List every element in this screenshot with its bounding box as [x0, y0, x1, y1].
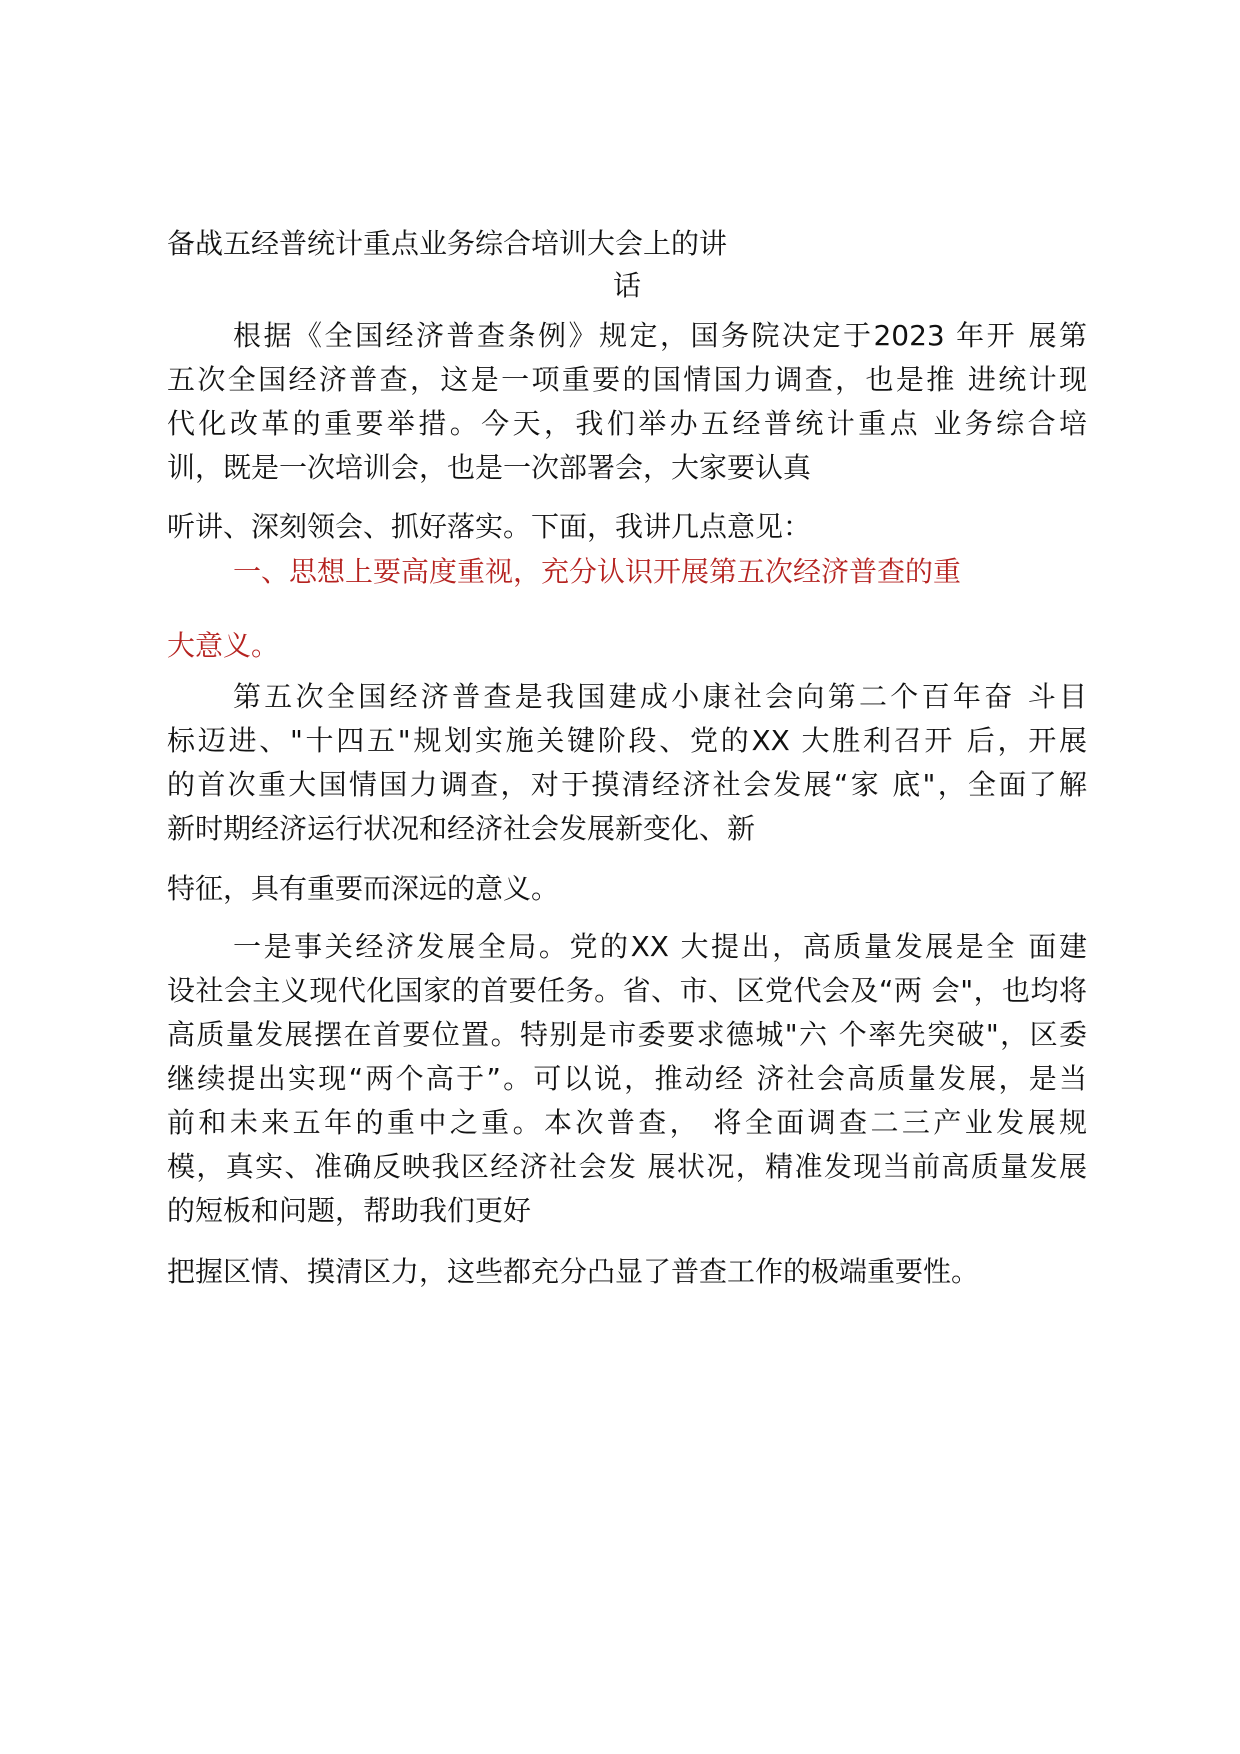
- paragraph-1-line-4: 训，既是一次培训会，也是一次部署会，大家要认真: [167, 451, 812, 484]
- paragraph-3-line-1: 一是事关经济发展全局。党的XX 大提出，高质量发展是全 面建: [233, 930, 1087, 963]
- paragraph-3-line-6: 模，真实、准确反映我区经济社会发 展状况，精准发现当前高质量发展: [167, 1150, 1087, 1183]
- section-heading-line-2: 大意义。: [167, 629, 280, 662]
- paragraph-2-line-4: 新时期经济运行状况和经济社会发展新变化、新: [167, 812, 756, 845]
- paragraph-1-line-5: 听讲、深刻领会、抓好落实。下面，我讲几点意见：: [167, 510, 812, 543]
- paragraph-3-line-2: 设社会主义现代化国家的首要任务。省、市、区党代会及“两 会"，也均将: [167, 974, 1087, 1007]
- paragraph-1-line-1: 根据《全国经济普查条例》规定，国务院决定于2023 年开 展第: [233, 319, 1087, 352]
- paragraph-3-line-4: 继续提出实现“两个高于”。可以说，推动经 济社会高质量发展，是当: [167, 1062, 1087, 1095]
- paragraph-2-line-3: 的首次重大国情国力调查，对于摸清经济社会发展“家 底"，全面了解: [167, 768, 1087, 801]
- document-title-line-2: 话: [612, 269, 641, 302]
- paragraph-1-line-2: 五次全国经济普查，这是一项重要的国情国力调查，也是推 进统计现: [167, 363, 1087, 396]
- paragraph-3-line-8: 把握区情、摸清区力，这些都充分凸显了普查工作的极端重要性。: [167, 1255, 980, 1288]
- document-title-line-1: 备战五经普统计重点业务综合培训大会上的讲: [167, 227, 728, 260]
- paragraph-2-line-2: 标迈进、"十四五"规划实施关键阶段、党的XX 大胜利召开 后，开展: [167, 724, 1087, 757]
- paragraph-3-line-3: 高质量发展摆在首要位置。特别是市委要求德城"六 个率先突破"，区委: [167, 1018, 1087, 1051]
- paragraph-3-line-5: 前和未来五年的重中之重。本次普查， 将全面调查二三产业发展规: [167, 1106, 1087, 1139]
- section-heading-line-1: 一、思想上要高度重视，充分认识开展第五次经济普查的重: [233, 555, 962, 588]
- paragraph-3-line-7: 的短板和问题，帮助我们更好: [167, 1194, 532, 1227]
- paragraph-2-line-1: 第五次全国经济普查是我国建成小康社会向第二个百年奋 斗目: [233, 680, 1087, 713]
- paragraph-2-line-5: 特征，具有重要而深远的意义。: [167, 872, 560, 905]
- paragraph-1-line-3: 代化改革的重要举措。今天，我们举办五经普统计重点 业务综合培: [167, 407, 1087, 440]
